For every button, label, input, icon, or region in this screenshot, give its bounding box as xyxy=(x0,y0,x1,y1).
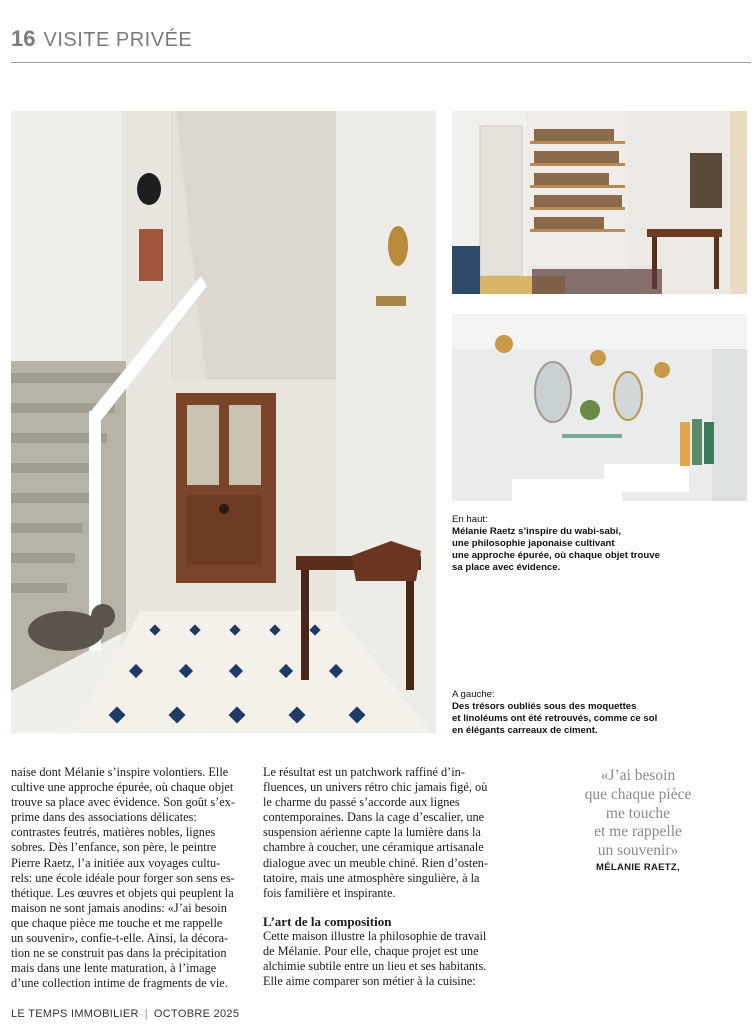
caption-left-line: en élégants carreaux de ciment. xyxy=(452,725,598,736)
page-footer xyxy=(11,1008,239,1020)
text-line: fluences, un univers rétro chic jamais figé, où xyxy=(263,780,488,795)
photo-staircase-illustration xyxy=(11,111,436,733)
caption-top-line: sa place avec évidence. xyxy=(452,562,561,573)
quote-line: un souvenir» xyxy=(597,842,679,860)
text-line: prime dans des associations délicates: xyxy=(11,810,197,825)
text-line: Pierre Raetz, l’a initiée aux voyages cultu- xyxy=(11,855,221,870)
article-column-1 xyxy=(11,765,247,991)
header-rule xyxy=(11,62,751,63)
paragraph-gap xyxy=(263,901,499,914)
text-line: mais dans une lente maturation, à l’image xyxy=(11,961,217,976)
text-line: contrastes feutrés, matières nobles, lignes xyxy=(11,825,216,840)
text-line: que chaque pièce me touche et me rappelle xyxy=(11,915,223,930)
text-line: rels: une école idéale pour forger son sens es- xyxy=(11,870,235,885)
text-line: de Mélanie. Pour elle, chaque projet est une xyxy=(263,944,479,959)
text-line: fois familière et inspirante. xyxy=(263,885,396,900)
photo-bathroom-illustration xyxy=(452,314,747,501)
caption-left-line: et linoléums ont été retrouvés, comme ce sol xyxy=(452,713,658,724)
text-line: sobres. Dès l’enfance, son père, le peintre xyxy=(11,840,217,855)
quote-line: me touche xyxy=(605,804,671,822)
text-line: le charme du passé s’accorde aux lignes xyxy=(263,795,460,810)
caption-left xyxy=(452,689,747,737)
photo-bathroom xyxy=(452,314,747,501)
text-line: thétique. Les œuvres et objets qui peuplent la xyxy=(11,885,234,900)
article-column-2 xyxy=(263,765,499,989)
text-line: chambre à coucher, une céramique artisanale xyxy=(263,840,484,855)
section-title: VISITE PRIVÉE xyxy=(43,29,193,51)
text-line: contemporaines. Dans la cage d’escalier, une xyxy=(263,810,485,825)
photo-staircase xyxy=(11,111,436,733)
caption-top-lead: En haut: xyxy=(452,514,488,525)
page-number: 16 xyxy=(11,26,36,51)
caption-top-line: Mélanie Raetz s’inspire du wabi-sabi, xyxy=(452,526,622,537)
quote-line: «J’ai besoin xyxy=(600,767,676,784)
caption-left-line: Des trésors oubliés sous des moquettes xyxy=(452,701,637,712)
photo-bedroom-illustration xyxy=(452,111,747,294)
text-line: maison ne sont jamais anodins: «J’ai besoin xyxy=(11,900,227,915)
text-line: naise dont Mélanie s’inspire volontiers. Elle xyxy=(11,765,229,779)
photo-bedroom xyxy=(452,111,747,294)
caption-top-line: une philosophie japonaise cultivant xyxy=(452,538,615,549)
text-line: cultive une approche épurée, où chaque objet xyxy=(11,780,234,795)
text-line: alchimie subtile entre un lieu et ses habitants. xyxy=(263,959,487,974)
text-line: dialogue avec un meuble chiné. Rien d’osten- xyxy=(263,855,489,870)
caption-top xyxy=(452,514,747,574)
text-line: Le résultat est un patchwork raffiné d’in- xyxy=(263,765,465,779)
text-line: suspension aérienne capte la lumière dans la xyxy=(263,825,481,840)
caption-left-lead: A gauche: xyxy=(452,689,495,700)
caption-top-line: une approche épurée, où chaque objet trouve xyxy=(452,550,660,561)
text-line: Elle aime comparer son métier à la cuisine: xyxy=(263,974,476,989)
text-line: trouve sa place avec évidence. Son goût s’ex- xyxy=(11,795,235,810)
text-line: un souvenir», confie-t-elle. Ainsi, la décora- xyxy=(11,931,229,946)
text-line: tion ne se construit pas dans la précipitation xyxy=(11,946,227,961)
text-line: tatoire, mais une atmosphère singulière, à la xyxy=(263,870,480,885)
footer-separator: | xyxy=(144,1008,148,1020)
pull-quote xyxy=(548,767,728,861)
text-line: d’une collection intime de fragments de vie. xyxy=(11,976,228,991)
quote-line: et me rappelle xyxy=(594,823,682,841)
quote-line: que chaque pièce xyxy=(584,785,692,803)
quote-author: MÉLANIE RAETZ, xyxy=(596,862,680,873)
page-header xyxy=(11,26,192,54)
publication-name: LE TEMPS IMMOBILIER xyxy=(11,1008,139,1020)
subheading: L’art de la composition xyxy=(263,913,392,929)
issue-date: OCTOBRE 2025 xyxy=(153,1008,240,1020)
text-line: Cette maison illustre la philosophie de travail xyxy=(263,928,487,943)
